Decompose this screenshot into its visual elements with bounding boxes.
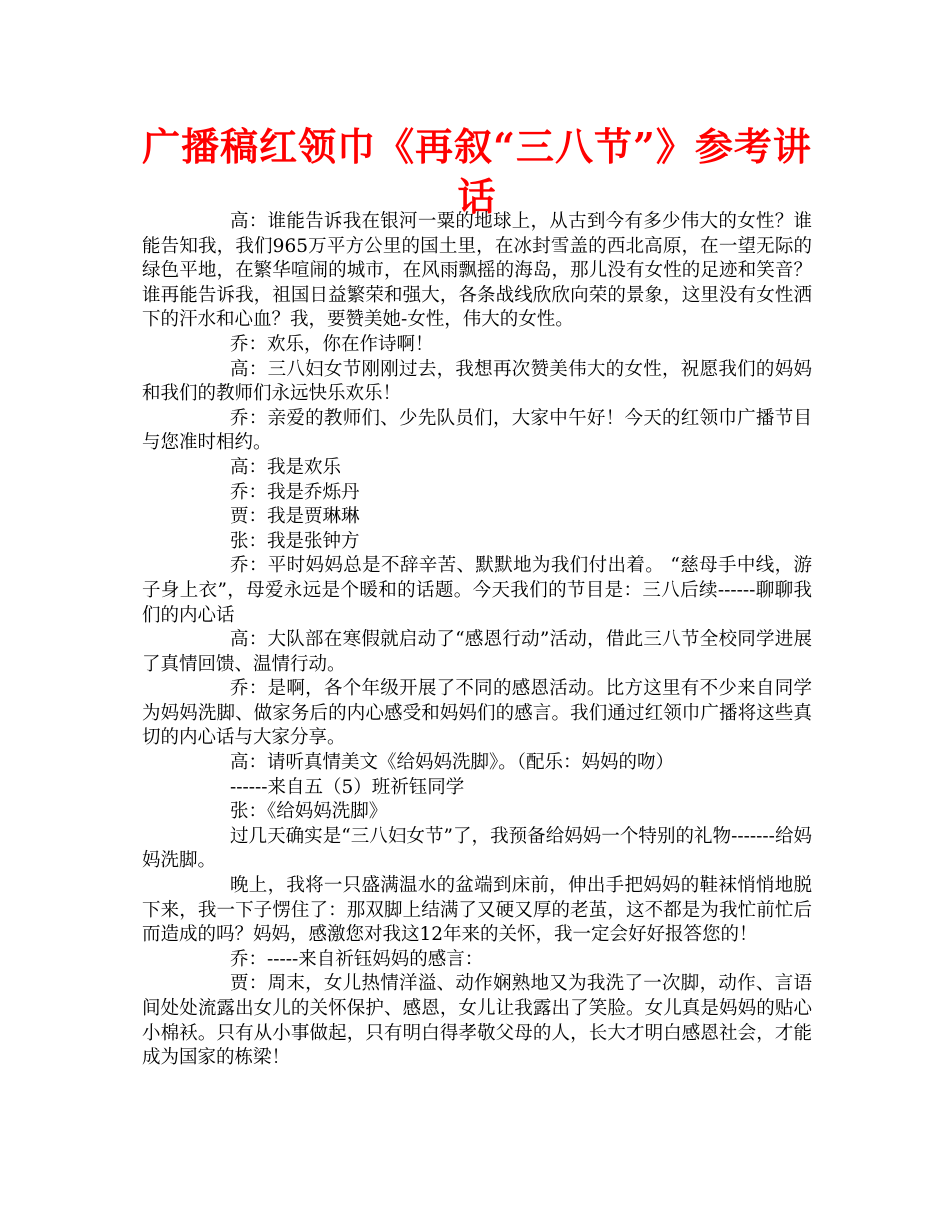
- document-title: 广播稿红领巾《再叙“三八节”》参考讲话: [142, 124, 812, 219]
- paragraph: 高：谁能告诉我在银河一粟的地球上，从古到今有多少伟大的女性？谁能告知我，我们965万平方公里的国土里，在冰封雪盖的西北高原，在一望无际的绿色平地，在繁华喧闹的城市，在风雨飘摇的海岛，那儿没有女性的足迹和笑音？谁再能告诉我，祖国日益繁荣和强大，各条战线欣欣向荣的景象，这里没有女性洒下的汗水和心血？我，要赞美她-女性，伟大的女性。: [142, 211, 812, 331]
- paragraph: 张：我是张钟方: [230, 530, 360, 552]
- paragraph: 乔：是啊，各个年级开展了不同的感恩活动。比方这里有不少来自同学为妈妈洗脚、做家务后的内心感受和妈妈们的感言。我们通过红领巾广播将这些真切的内心话与大家分享。: [142, 678, 812, 749]
- paragraph: 乔：-----来自祈钰妈妈的感言：: [230, 948, 484, 970]
- paragraph: 过几天确实是“三八妇女节”了，我预备给妈妈一个特别的礼物-------给妈妈洗脚。: [142, 825, 812, 872]
- paragraph: 高：请听真情美文《给妈妈洗脚》。（配乐：妈妈的吻）: [230, 752, 675, 774]
- paragraph: 张：《给妈妈洗脚》: [230, 801, 388, 823]
- document-body: [142, 210, 812, 1071]
- paragraph: 乔：亲爱的教师们、少先队员们，大家中午好！今天的红领巾广播节目与您准时相约。: [142, 407, 812, 454]
- paragraph: ------来自五（5）班祈钰同学: [230, 776, 465, 798]
- paragraph: 乔：欢乐，你在作诗啊！: [230, 333, 434, 355]
- paragraph: 高：大队部在寒假就启动了“感恩行动”活动，借此三八节全校同学进展了真情回馈、温情行动。: [142, 629, 812, 675]
- paragraph: 晚上，我将一只盛满温水的盆端到床前，伸出手把妈妈的鞋袜悄悄地脱下来，我一下子愣住了：那双脚上结满了又硬又厚的老茧，这不都是为我忙前忙后而造成的吗？妈妈，感激您对我这12年来的关怀，我一定会好好报答您的！: [142, 875, 812, 946]
- paragraph: 高：三八妇女节刚刚过去，我想再次赞美伟大的女性，祝愿我们的妈妈和我们的教师们永远快乐欢乐！: [142, 358, 812, 405]
- paragraph: 贾：我是贾琳琳: [230, 506, 360, 528]
- paragraph: 乔：我是乔烁丹: [230, 481, 360, 503]
- paragraph: 乔：平时妈妈总是不辞辛苦、默默地为我们付出着。 “慈母手中线，游子身上衣”，母爱永远是个暖和的话题。今天我们的节目是：三八后续------聊聊我们的内心话: [142, 555, 812, 626]
- paragraph: 高：我是欢乐: [230, 456, 342, 478]
- paragraph: 贾：周末，女儿热情洋溢、动作娴熟地又为我洗了一次脚，动作、言语间处处流露出女儿的关怀保护、感恩，女儿让我露出了笑脸。女儿真是妈妈的贴心小棉袄。只有从小事做起，只有明白得孝敬父母的人，长大才明白感恩社会，才能成为国家的栋梁！: [142, 973, 812, 1069]
